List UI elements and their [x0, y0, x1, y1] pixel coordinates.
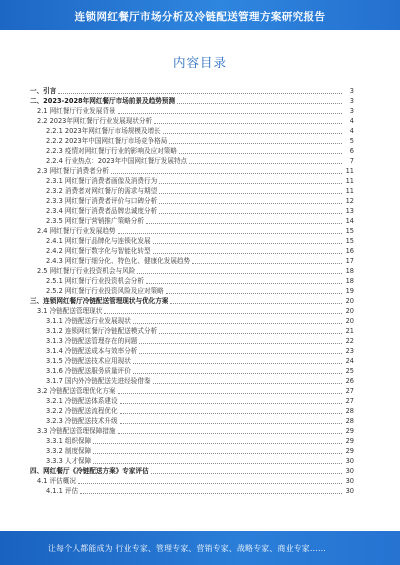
- toc-leader-dots: [151, 473, 342, 474]
- toc-entry-page: 29: [345, 447, 354, 455]
- toc-entry-page: 30: [345, 467, 354, 475]
- toc-leader-dots: [159, 203, 342, 204]
- toc-entry-label: 2.3.1 网红餐厅消费者画像及消费行为: [46, 177, 158, 185]
- toc-entry[interactable]: [30, 136, 354, 146]
- toc-leader-dots: [163, 133, 342, 134]
- toc-entry-label: 3.1.6 冷链配送服务质量评价: [46, 367, 131, 375]
- toc-entry-page: 29: [345, 437, 354, 445]
- toc-entry[interactable]: [30, 116, 354, 126]
- toc-entry[interactable]: [30, 366, 354, 376]
- toc-entry-label: 3.2.3 冷链配送技术升级: [46, 417, 118, 425]
- toc-entry-page: 13: [345, 207, 354, 215]
- toc-entry-page: 15: [345, 237, 354, 245]
- toc-leader-dots: [120, 403, 342, 404]
- toc-entry-page: 30: [345, 477, 354, 485]
- toc-leader-dots: [154, 123, 342, 124]
- toc-leader-dots: [120, 423, 342, 424]
- toc-entry-label: 2.2.1 2023年网红餐厅市场规模及增长: [46, 127, 161, 135]
- toc-entry[interactable]: [30, 356, 354, 366]
- toc-entry-label: 2.4.3 网红餐厅细分化、特色化、健康化发展趋势: [46, 257, 191, 265]
- toc-entry-page: 22: [345, 337, 354, 345]
- toc-leader-dots: [153, 383, 342, 384]
- toc-entry-label: 3.2.2 冷链配送流程优化: [46, 407, 118, 415]
- toc-entry-page: 16: [345, 247, 354, 255]
- toc-leader-dots: [169, 143, 342, 144]
- toc-entry[interactable]: [30, 426, 354, 436]
- toc-leader-dots: [120, 413, 342, 414]
- toc-entry-label: 四、网红餐厅《冷链配送方案》专家评估: [30, 467, 149, 475]
- toc-entry-page: 3: [349, 97, 354, 105]
- toc-entry-page: 24: [345, 357, 354, 365]
- toc-entry[interactable]: [30, 326, 354, 336]
- toc-entry[interactable]: [30, 456, 354, 466]
- toc-entry-page: 12: [345, 197, 354, 205]
- toc-entry-label: 三、连锁网红餐厅冷链配送管理现状与优化方案: [30, 297, 169, 305]
- toc-entry[interactable]: [30, 336, 354, 346]
- toc-entry-label: 3.3 冷链配送管理保障措施: [37, 427, 116, 435]
- toc-leader-dots: [133, 373, 342, 374]
- toc-leader-dots: [104, 313, 342, 314]
- table-of-contents: [30, 86, 354, 496]
- toc-entry-page: 18: [345, 277, 354, 285]
- toc-entry-page: 27: [345, 397, 354, 405]
- toc-entry-page: 27: [345, 387, 354, 395]
- toc-leader-dots: [139, 353, 342, 354]
- toc-entry-page: 17: [345, 257, 354, 265]
- toc-entry[interactable]: [30, 296, 354, 306]
- toc-entry[interactable]: [30, 146, 354, 156]
- toc-entry[interactable]: [30, 226, 354, 236]
- toc-leader-dots: [159, 193, 342, 194]
- toc-leader-dots: [146, 283, 342, 284]
- toc-entry[interactable]: [30, 216, 354, 226]
- toc-entry[interactable]: [30, 316, 354, 326]
- toc-entry-page: 28: [345, 407, 354, 415]
- toc-entry-label: 2.3.5 网红餐厅营销推广策略分析: [46, 217, 144, 225]
- toc-leader-dots: [93, 443, 342, 444]
- toc-entry-label: 3.3.3 人才保障: [46, 457, 92, 465]
- toc-entry[interactable]: [30, 416, 354, 426]
- toc-leader-dots: [166, 293, 342, 294]
- toc-entry-label: 2.4.1 网红餐厅品牌化与连锁化发展: [46, 237, 151, 245]
- toc-leader-dots: [111, 173, 342, 174]
- toc-entry-page: 20: [345, 317, 354, 325]
- toc-leader-dots: [139, 343, 342, 344]
- toc-entry[interactable]: [30, 406, 354, 416]
- toc-entry[interactable]: [30, 386, 354, 396]
- toc-entry-label: 3.2.1 冷链配送体系建设: [46, 397, 118, 405]
- toc-entry-label: 二、2023-2028年网红餐厅市场前景及趋势预测: [30, 97, 175, 105]
- toc-leader-dots: [80, 493, 342, 494]
- toc-entry-page: 30: [345, 487, 354, 495]
- toc-entry[interactable]: [30, 346, 354, 356]
- toc-entry[interactable]: [30, 266, 354, 276]
- toc-entry-label: 2.3.2 消费者对网红餐厅的需求与期望: [46, 187, 158, 195]
- toc-leader-dots: [133, 323, 342, 324]
- toc-entry-page: 5: [349, 137, 354, 145]
- toc-entry-label: 3.2 冷链配送管理优化方案: [37, 387, 116, 395]
- toc-entry-label: 2.5 网红餐厅行业投资机会与风险: [37, 267, 136, 275]
- toc-entry-label: 3.1.5 冷链配送技术应用现状: [46, 357, 131, 365]
- toc-entry-label: 2.5.2 网红餐厅行业投资风险及应对策略: [46, 287, 164, 295]
- toc-entry-page: 25: [345, 367, 354, 375]
- toc-entry[interactable]: [30, 206, 354, 216]
- toc-entry-page: 29: [345, 427, 354, 435]
- toc-entry-page: 4: [349, 117, 354, 125]
- toc-leader-dots: [78, 483, 342, 484]
- toc-entry-label: 3.1 冷链配送管理现状: [37, 307, 103, 315]
- toc-entry-page: 3: [349, 107, 354, 115]
- toc-entry-label: 2.3.4 网红餐厅消费者品牌忠诚度分析: [46, 207, 158, 215]
- toc-entry[interactable]: [30, 176, 354, 186]
- toc-entry[interactable]: [30, 86, 354, 96]
- toc-entry[interactable]: [30, 96, 354, 106]
- footer-slogan: 让每个人都能成为 行业专家、管理专家、营销专家、战略专家、商业专家……: [48, 544, 327, 553]
- toc-entry[interactable]: [30, 156, 354, 166]
- toc-leader-dots: [159, 183, 342, 184]
- toc-entry-label: 2.2.4 行业热点：2023年中国网红餐厅发展特点: [46, 157, 188, 165]
- toc-entry-page: 19: [345, 287, 354, 295]
- toc-entry[interactable]: [30, 446, 354, 456]
- toc-leader-dots: [118, 433, 342, 434]
- toc-entry-label: 3.3.1 组织保障: [46, 437, 92, 445]
- toc-entry[interactable]: [30, 276, 354, 286]
- toc-entry-page: 23: [345, 347, 354, 355]
- toc-leader-dots: [118, 393, 342, 394]
- toc-entry[interactable]: [30, 286, 354, 296]
- toc-leader-dots: [170, 303, 342, 304]
- toc-entry-page: 20: [345, 307, 354, 315]
- toc-leader-dots: [118, 233, 342, 234]
- toc-entry-label: 3.1.2 连锁网红餐厅冷链配送模式分析: [46, 327, 158, 335]
- toc-entry-label: 2.2.2 2023年中国网红餐厅市场竞争格局: [46, 137, 168, 145]
- toc-entry-label: 2.3.3 网红餐厅消费者评价与口碑分析: [46, 197, 158, 205]
- toc-entry-page: 11: [345, 187, 354, 195]
- toc-entry-label: 2.5.1 网红餐厅行业投资机会分析: [46, 277, 144, 285]
- toc-leader-dots: [153, 253, 342, 254]
- toc-leader-dots: [189, 163, 342, 164]
- report-header-bar: [0, 0, 400, 30]
- toc-entry-label: 4.1.1 评估: [46, 487, 79, 495]
- toc-entry-label: 4.1 评估概况: [37, 477, 76, 485]
- toc-entry[interactable]: [30, 246, 354, 256]
- toc-leader-dots: [146, 223, 342, 224]
- toc-leader-dots: [133, 363, 342, 364]
- toc-entry[interactable]: [30, 376, 354, 386]
- toc-entry-label: 3.1.7 国内外冷链配送先进经验借鉴: [46, 377, 151, 385]
- toc-entry-label: 3.3.2 制度保障: [46, 447, 92, 455]
- toc-entry-page: 26: [345, 377, 354, 385]
- toc-entry[interactable]: [30, 236, 354, 246]
- toc-entry-label: 一、引言: [30, 87, 57, 95]
- toc-leader-dots: [118, 113, 342, 114]
- toc-entry[interactable]: [30, 306, 354, 316]
- toc-heading: 内容目录: [172, 55, 227, 70]
- toc-entry-label: 2.1 网红餐厅行业发展背景: [37, 107, 116, 115]
- toc-entry[interactable]: [30, 466, 354, 476]
- toc-entry-page: 18: [345, 267, 354, 275]
- toc-leader-dots: [153, 243, 342, 244]
- toc-entry-page: 28: [345, 417, 354, 425]
- toc-entry-page: 21: [345, 327, 354, 335]
- toc-leader-dots: [159, 333, 342, 334]
- toc-entry-label: 3.1.3 冷链配送管理存在的问题: [46, 337, 138, 345]
- toc-entry-page: 11: [345, 167, 354, 175]
- toc-entry-label: 2.4 网红餐厅行业发展趋势: [37, 227, 116, 235]
- toc-entry-page: 7: [349, 157, 354, 165]
- toc-entry-label: 3.1.1 冷链配送行业发展现状: [46, 317, 131, 325]
- toc-leader-dots: [93, 463, 342, 464]
- toc-leader-dots: [137, 273, 342, 274]
- toc-entry-label: 3.1.4 冷链配送成本与效率分析: [46, 347, 138, 355]
- toc-entry-page: 14: [345, 217, 354, 225]
- toc-entry-label: 2.2 2023年网红餐厅行业发展现状分析: [37, 117, 153, 125]
- toc-entry-label: 2.4.2 网红餐厅数字化与智能化转型: [46, 247, 151, 255]
- report-title: 连锁网红餐厅市场分析及冷链配送管理方案研究报告: [74, 11, 326, 23]
- toc-entry[interactable]: [30, 476, 354, 486]
- toc-leader-dots: [159, 213, 342, 214]
- toc-entry-page: 15: [345, 227, 354, 235]
- toc-entry-page: 6: [349, 147, 354, 155]
- toc-entry-page: 11: [345, 177, 354, 185]
- toc-entry-label: 2.2.3 疫情对网红餐厅行业的影响及应对策略: [46, 147, 177, 155]
- toc-entry-label: 2.3 网红餐厅消费者分析: [37, 167, 109, 175]
- toc-entry[interactable]: [30, 126, 354, 136]
- toc-entry[interactable]: [30, 396, 354, 406]
- toc-leader-dots: [192, 263, 342, 264]
- toc-entry-page: 30: [345, 457, 354, 465]
- toc-entry[interactable]: [30, 186, 354, 196]
- toc-entry[interactable]: [30, 486, 354, 496]
- toc-entry[interactable]: [30, 166, 354, 176]
- toc-entry[interactable]: [30, 106, 354, 116]
- toc-leader-dots: [93, 453, 342, 454]
- toc-leader-dots: [177, 103, 342, 104]
- toc-leader-dots: [58, 93, 342, 94]
- toc-entry[interactable]: [30, 196, 354, 206]
- toc-entry-page: 20: [345, 297, 354, 305]
- toc-entry[interactable]: [30, 256, 354, 266]
- toc-leader-dots: [179, 153, 342, 154]
- toc-entry-page: 4: [349, 127, 354, 135]
- toc-entry-page: 3: [349, 87, 354, 95]
- footer-bar: [0, 531, 400, 565]
- toc-entry[interactable]: [30, 436, 354, 446]
